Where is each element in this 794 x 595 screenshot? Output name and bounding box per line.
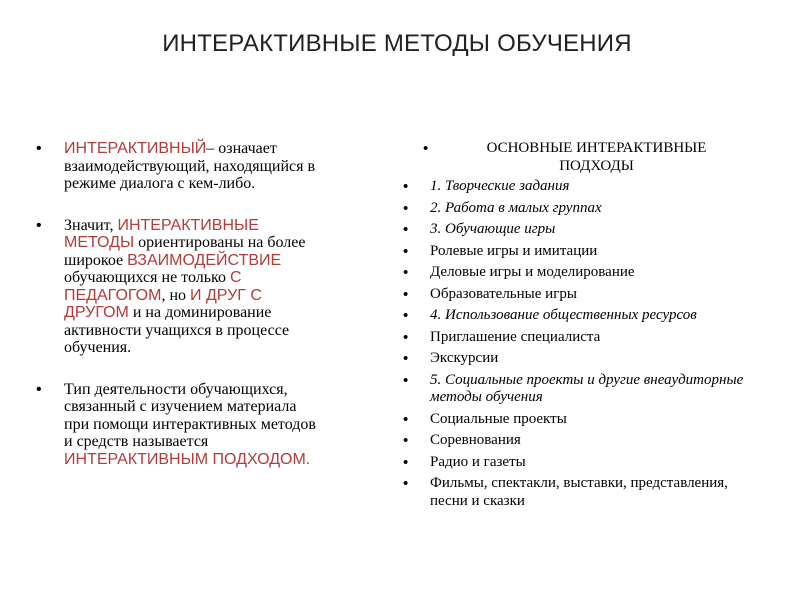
approach-text: Деловые игры и моделирование: [430, 264, 635, 280]
approach-item: [399, 432, 744, 450]
text: обучающихся не только: [64, 269, 230, 286]
text: при помощи интерактивных методов: [64, 415, 316, 433]
approach-text: 3. Обучающие игры: [430, 221, 556, 237]
bullet-icon: •: [36, 380, 42, 398]
text: – означает: [206, 140, 277, 157]
approach-text: Радио и газеты: [430, 453, 526, 470]
text: и средств называется: [64, 433, 209, 450]
approach-text: Приглашение специалиста: [430, 328, 601, 345]
approach-text: 5. Социальные проекты и другие внеаудиторные методы обучения: [430, 371, 744, 405]
text: , но: [161, 286, 190, 304]
approach-item: [399, 454, 744, 472]
text: режиме диалога с кем-либо.: [64, 175, 256, 192]
text: обучения.: [64, 339, 132, 356]
approach-text: 1. Творческие задания: [430, 178, 570, 194]
approach-text: 4. Использование общественных ресурсов: [430, 307, 697, 323]
approach-item: [399, 475, 744, 510]
approach-item: [399, 372, 744, 407]
approach-item: [399, 178, 744, 196]
approach-item: [399, 286, 744, 304]
text: и на доминирование: [128, 304, 272, 321]
right-column: [399, 140, 744, 514]
text: взаимодействующий, находящийся в: [64, 157, 316, 175]
bullet-icon: •: [403, 328, 409, 346]
approach-item: [399, 411, 744, 429]
bullet-icon: •: [403, 307, 409, 324]
approach-bullet: [36, 381, 396, 469]
approach-item: [399, 264, 744, 282]
bullet-icon: •: [403, 371, 409, 389]
bullet-icon: •: [403, 432, 409, 449]
definition-bullet: [36, 140, 396, 193]
approaches-list: [399, 178, 744, 510]
bullet-icon: •: [403, 410, 409, 428]
approach-item: [399, 307, 744, 325]
approach-item: [399, 329, 744, 347]
bullet-icon: •: [403, 350, 409, 367]
text: ориентированы на более: [134, 234, 306, 251]
approach-text: Ролевые игры и имитации: [430, 242, 598, 259]
bullet-icon: •: [403, 453, 409, 471]
text: Значит,: [64, 216, 118, 234]
text: широкое: [64, 251, 128, 269]
left-column: [36, 140, 396, 468]
approach-item: [399, 221, 744, 239]
approaches-heading: [399, 140, 744, 175]
highlight: И ДРУГ С: [190, 286, 262, 304]
text: активности учащихся в процессе: [64, 321, 290, 339]
bullet-icon: •: [403, 242, 409, 260]
highlight: С: [230, 269, 242, 286]
highlight: ВЗАИМОДЕЙСТВИЕ: [127, 251, 282, 269]
highlight: ИНТЕРАКТИВНЫМ ПОДХОДОМ.: [64, 450, 311, 468]
approach-text: Социальные проекты: [430, 410, 567, 427]
bullet-icon: •: [36, 216, 42, 234]
bullet-icon: •: [403, 285, 409, 303]
text: связанный с изучением материала: [64, 398, 297, 415]
heading-text: ОСНОВНЫЕ ИНТЕРАКТИВНЫЕ ПОДХОДЫ: [486, 140, 707, 174]
bullet-icon: •: [36, 140, 42, 157]
bullet-icon: •: [403, 199, 409, 217]
approach-item: [399, 200, 744, 218]
term-interactive: ИНТЕРАКТИВНЫЙ: [64, 140, 207, 157]
bullet-icon: •: [403, 221, 409, 238]
approach-item: [399, 243, 744, 261]
approach-item: [399, 350, 744, 368]
methods-bullet: [36, 217, 396, 357]
approach-text: Фильмы, спектакли, выставки, представления, песни и сказки: [430, 475, 728, 509]
bullet-icon: •: [403, 178, 409, 195]
approach-text: Экскурсии: [430, 350, 499, 366]
highlight: МЕТОДЫ: [64, 234, 135, 251]
approach-text: 2. Работа в малых группах: [430, 199, 602, 216]
page-title: ИНТЕРАКТИВНЫЕ МЕТОДЫ ОБУЧЕНИЯ: [162, 30, 632, 57]
highlight: ДРУГОМ: [64, 304, 129, 321]
approach-text: Соревнования: [430, 432, 521, 448]
bullet-icon: •: [403, 475, 409, 492]
highlight: ИНТЕРАКТИВНЫЕ: [117, 216, 259, 234]
bullet-icon: •: [423, 140, 429, 157]
text: Тип деятельности обучающихся,: [64, 380, 288, 398]
highlight: ПЕДАГОГОМ: [64, 286, 162, 304]
bullet-icon: •: [403, 264, 409, 281]
approach-text: Образовательные игры: [430, 285, 577, 302]
